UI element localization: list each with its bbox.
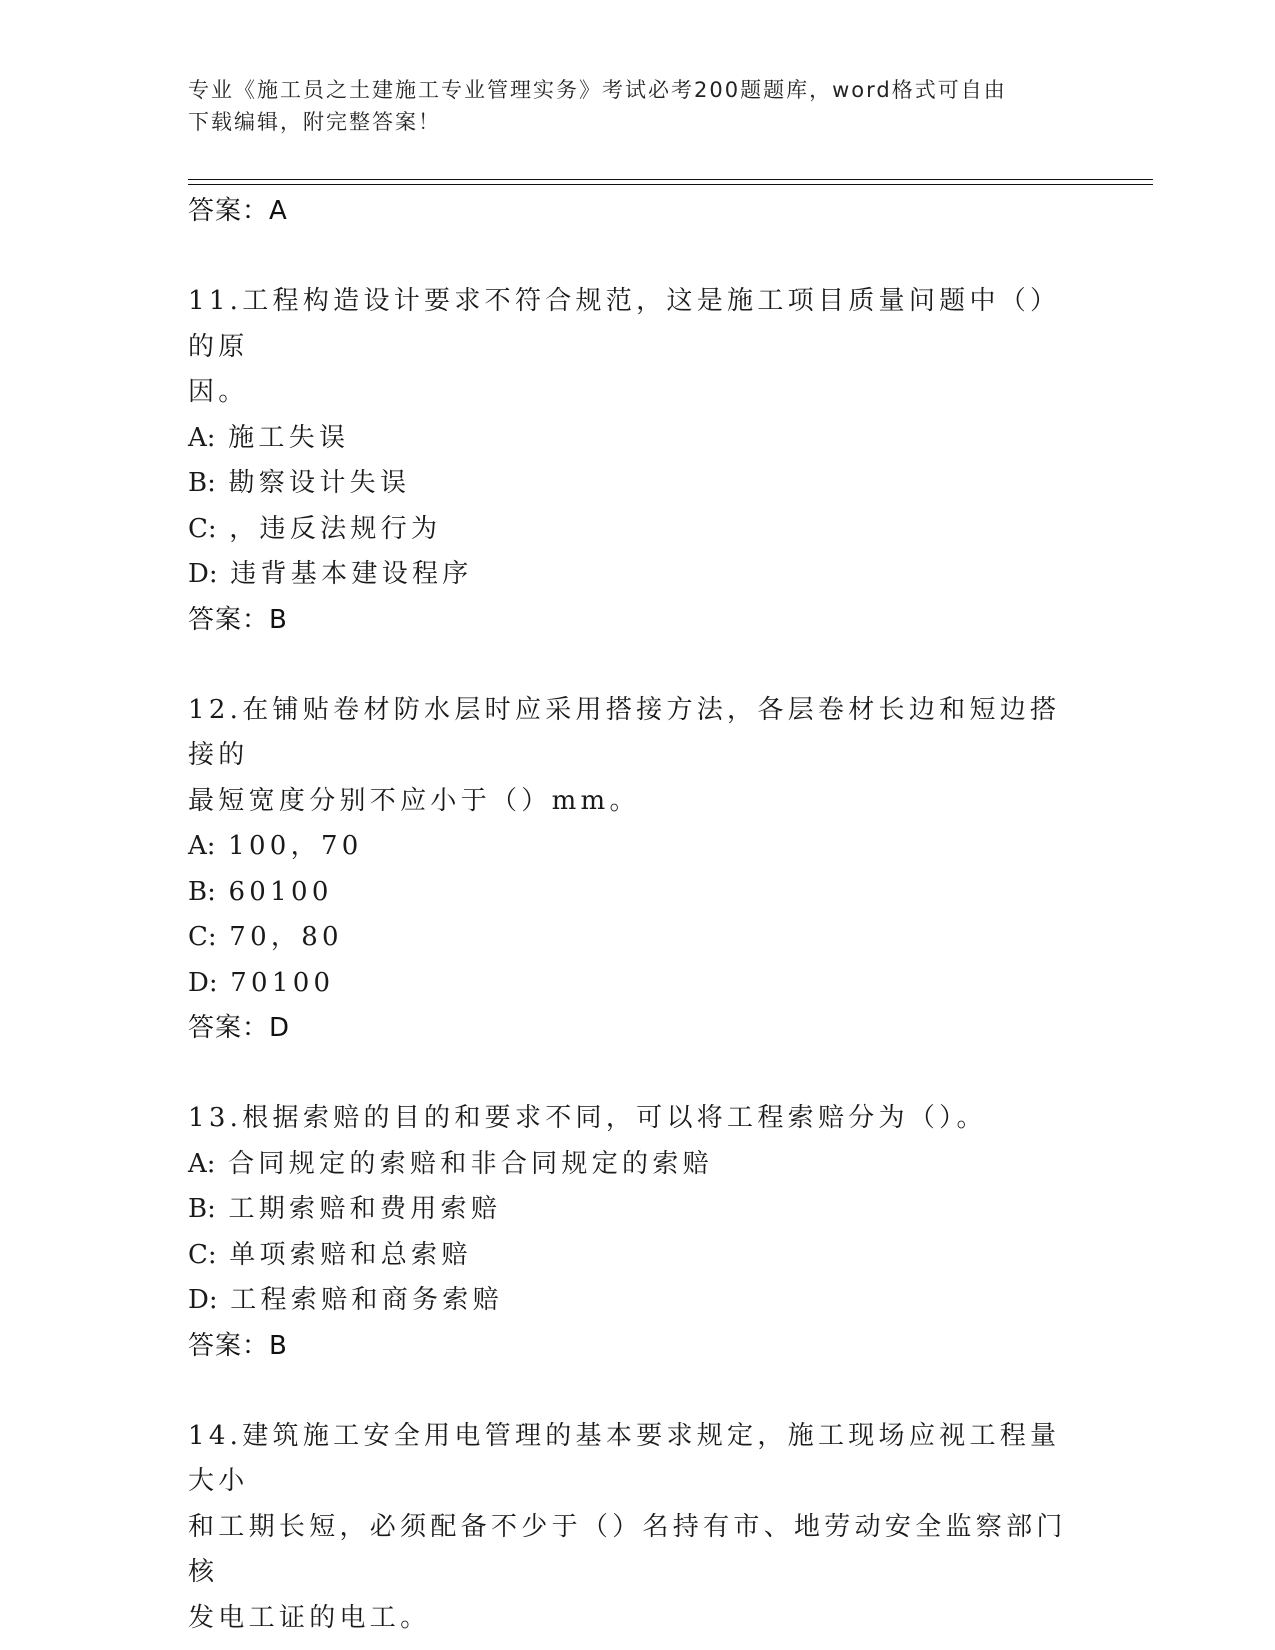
option-d — [188, 552, 1088, 598]
option-letter: C: — [188, 1239, 217, 1270]
option-text: 勘察设计失误 — [228, 468, 411, 498]
option-text: 工程索赔和商务索赔 — [230, 1285, 503, 1315]
option-letter: B: — [188, 876, 216, 907]
question-line: 12.在铺贴卷材防水层时应采用搭接方法，各层卷材长边和短边搭接的 — [188, 694, 1061, 770]
option-letter: C: — [188, 922, 217, 952]
option-c — [188, 915, 1088, 961]
option-a — [188, 416, 1088, 462]
question-line: 14.建筑施工安全用电管理的基本要求规定，施工现场应视工程量大小 — [188, 1420, 1061, 1496]
option-b — [188, 1187, 1088, 1233]
option-text: 单项索赔和总索赔 — [229, 1239, 472, 1270]
option-d — [188, 1278, 1088, 1324]
answer-line: 答案：B — [188, 1330, 288, 1361]
question-12-text — [188, 688, 1088, 825]
option-b — [188, 870, 1088, 916]
option-a — [188, 1142, 1088, 1188]
block-spacer — [188, 643, 1088, 688]
question-line: 发电工证的电工。 — [188, 1602, 431, 1633]
option-text: 70，80 — [229, 922, 343, 952]
option-letter: D: — [188, 559, 218, 589]
option-letter: A: — [188, 831, 216, 861]
question-13-text — [188, 1096, 1088, 1142]
option-letter: D: — [188, 1285, 218, 1315]
block-spacer — [188, 1051, 1088, 1096]
question-list — [188, 189, 1088, 1641]
answer-line: 答案：B — [188, 604, 288, 635]
option-letter: A: — [188, 422, 216, 453]
option-text: 工期索赔和费用索赔 — [228, 1194, 502, 1224]
option-c — [188, 1233, 1088, 1279]
option-letter: B: — [188, 1194, 216, 1224]
option-text: 100，70 — [228, 831, 363, 861]
option-letter: C: — [188, 513, 217, 544]
option-text: 合同规定的索赔和非合同规定的索赔 — [228, 1148, 713, 1179]
question-line: 因。 — [188, 377, 249, 407]
option-text: 施工失误 — [228, 422, 350, 453]
header-divider-top — [188, 179, 1153, 180]
option-d — [188, 961, 1088, 1007]
option-text: 违背基本建设程序 — [230, 559, 473, 589]
answer-line: 答案：D — [188, 1013, 291, 1043]
question-line: 最短宽度分别不应小于（）mm。 — [188, 785, 640, 816]
option-letter: B: — [188, 468, 216, 498]
option-a — [188, 824, 1088, 870]
option-b — [188, 461, 1088, 507]
option-text: 60100 — [228, 876, 333, 907]
option-letter: D: — [188, 967, 218, 998]
option-letter: A: — [188, 1148, 216, 1179]
header-line-1: 专业《施工员之土建施工专业管理实务》考试必考200题题库，word格式可自由 — [188, 78, 1007, 102]
question-line: 11.工程构造设计要求不符合规范，这是施工项目质量问题中（）的原 — [188, 286, 1061, 362]
block-spacer — [188, 1369, 1088, 1414]
header-divider-bottom — [188, 184, 1153, 185]
answer-line: 答案：A — [188, 196, 288, 226]
question-14-text — [188, 1414, 1088, 1642]
option-text: 70100 — [230, 967, 335, 998]
option-text: ，违反法规行为 — [229, 513, 442, 544]
option-c — [188, 507, 1088, 553]
question-11-text — [188, 279, 1088, 416]
document-header — [188, 74, 1068, 138]
question-line: 和工期长短，必须配备不少于（）名持有市、地劳动安全监察部门核 — [188, 1511, 1067, 1587]
header-line-2: 下载编辑，附完整答案！ — [188, 110, 441, 134]
question-line: 13.根据索赔的目的和要求不同，可以将工程索赔分为（）。 — [188, 1103, 987, 1133]
block-spacer — [188, 234, 1088, 279]
